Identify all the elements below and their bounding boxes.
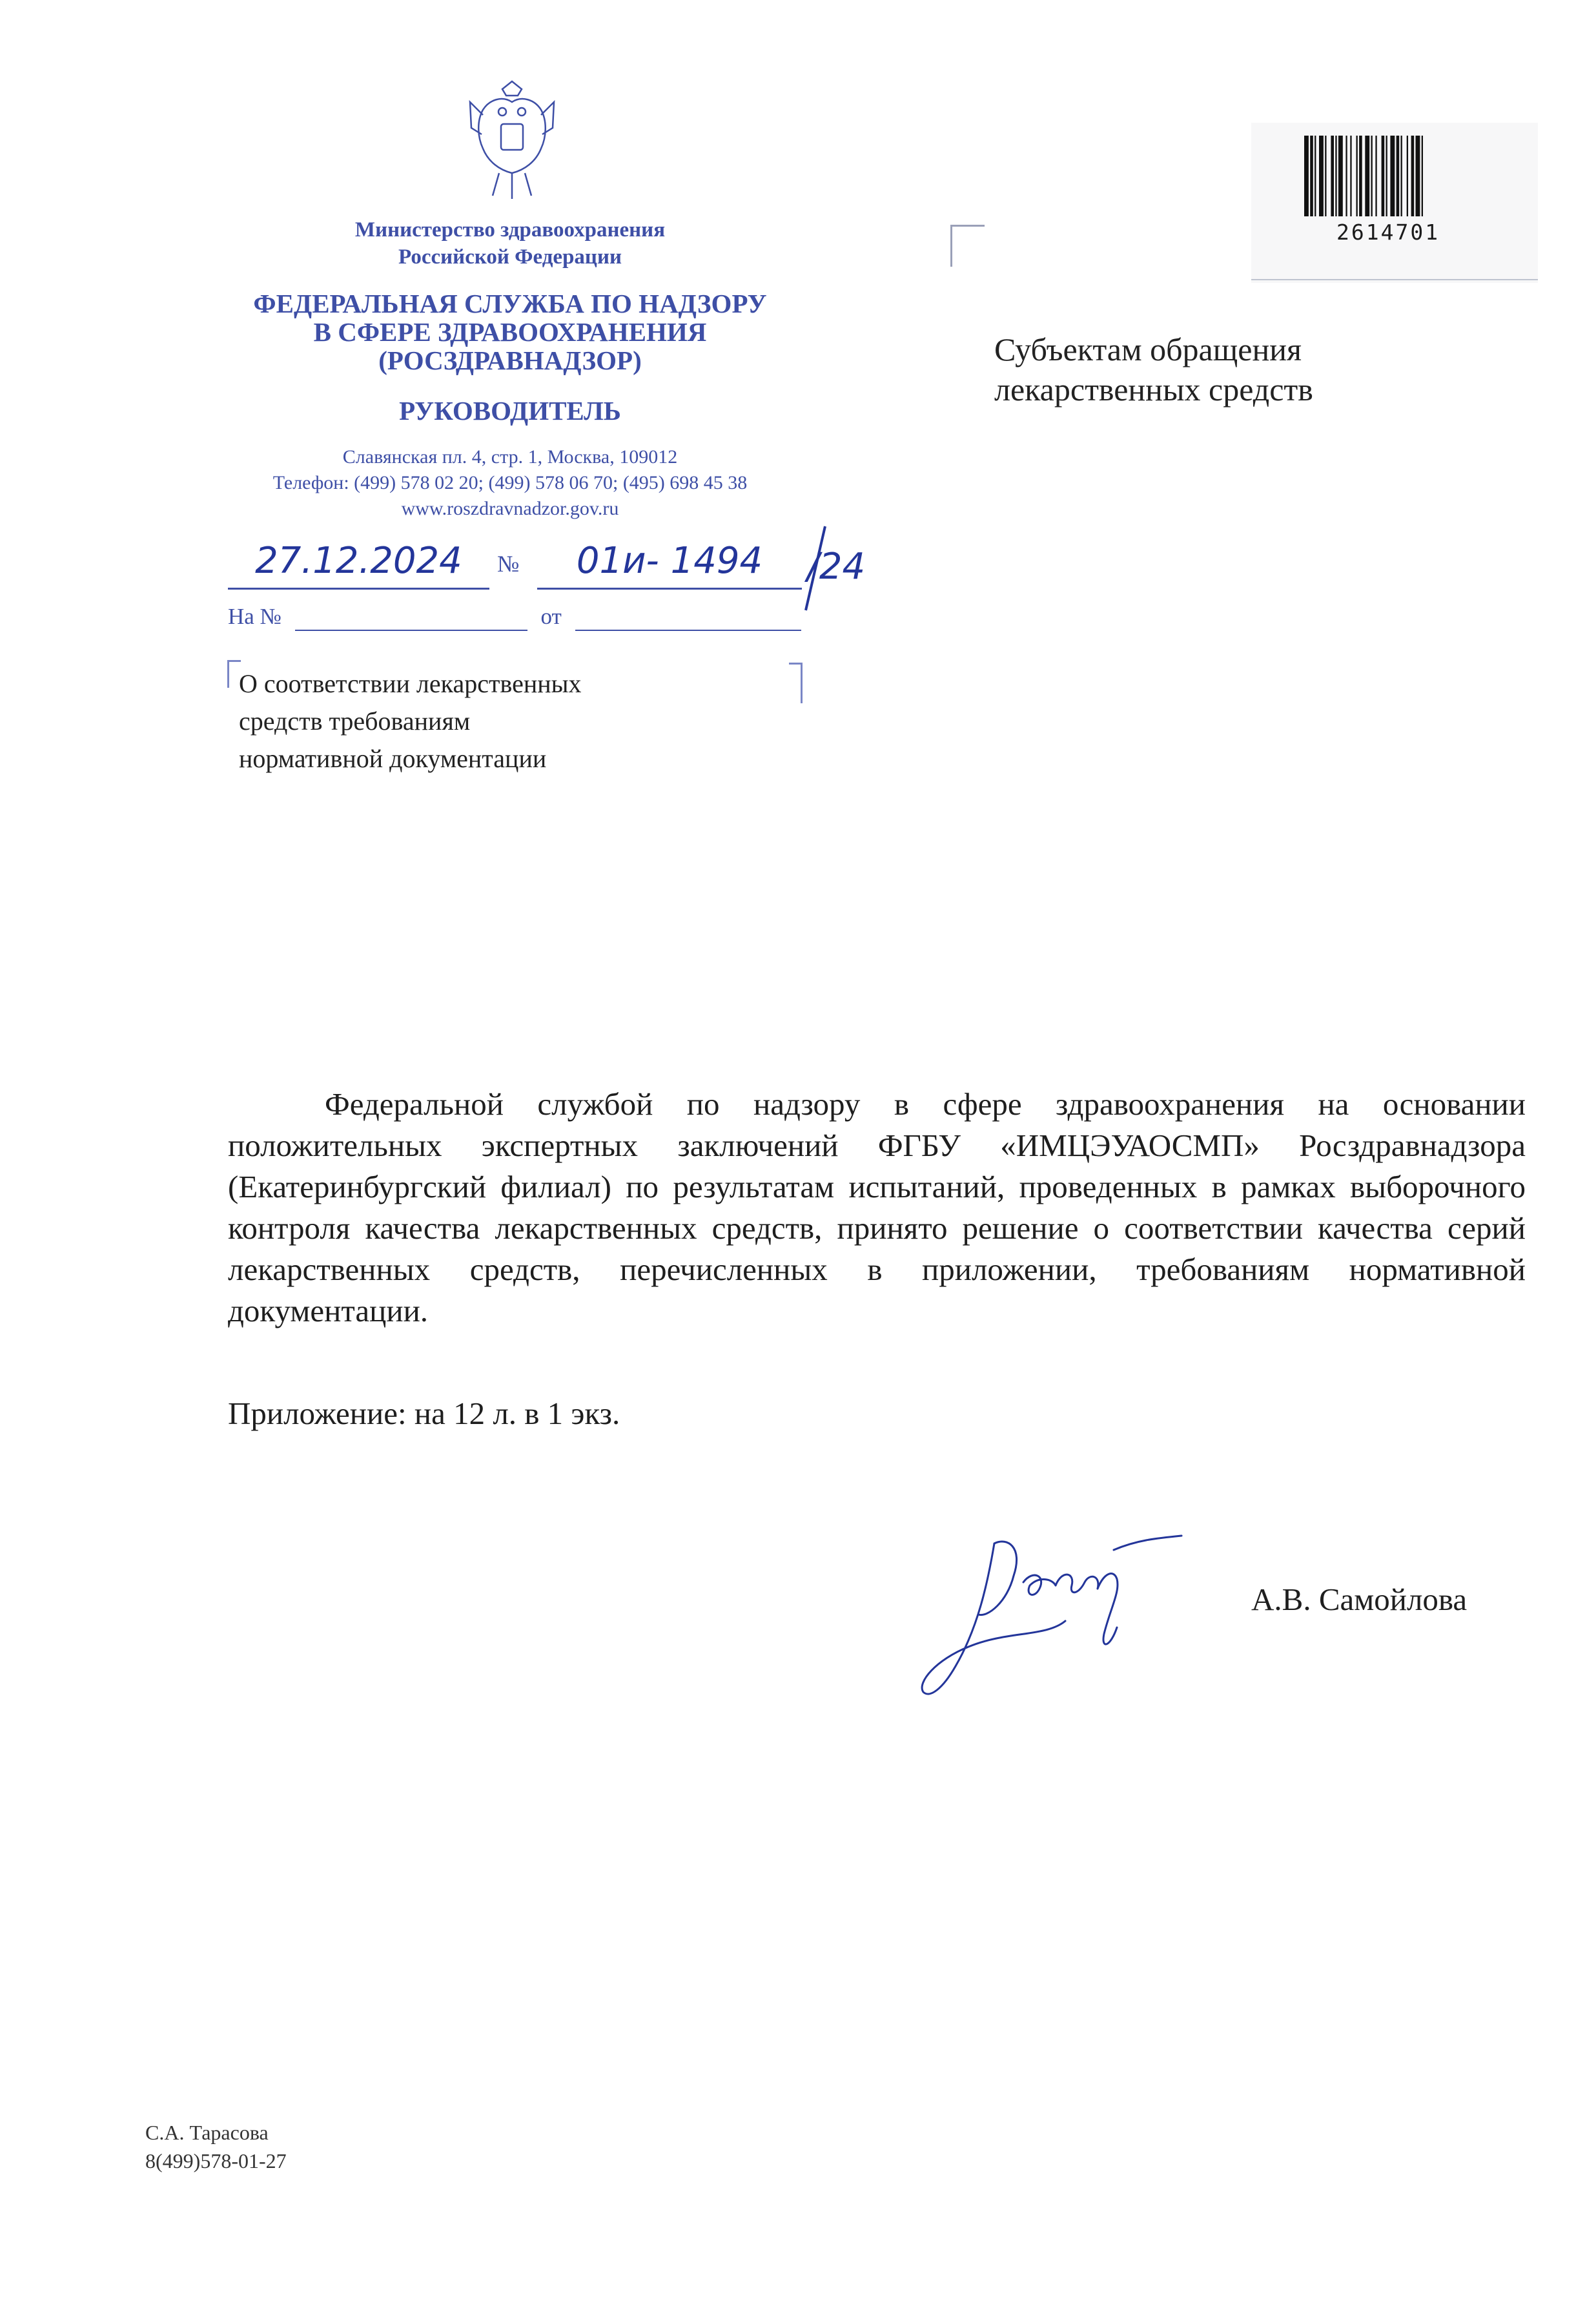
position-title: РУКОВОДИТЕЛЬ: [399, 396, 621, 426]
registration-number-sign: №: [497, 551, 520, 577]
executor-name: С.А. Тарасова: [145, 2121, 269, 2144]
reference-number-label: На №: [228, 604, 281, 629]
barcode-number: 2614701: [1336, 220, 1440, 245]
reference-date-blank: [575, 604, 801, 631]
subject-corner-right: [789, 663, 803, 703]
contacts-block: [213, 444, 807, 522]
service-line-3: (РОСЗДРАВНАДЗОР): [378, 346, 642, 375]
handwritten-signature: [917, 1505, 1291, 1711]
addressee-line-2: лекарственных средств: [994, 371, 1313, 408]
service-line-1: ФЕДЕРАЛЬНАЯ СЛУЖБА ПО НАДЗОРУ: [253, 289, 767, 318]
addressee-corner: [950, 225, 985, 267]
addressee-block: [994, 329, 1313, 409]
website-text: www.roszdravnadzor.gov.ru: [401, 498, 619, 519]
subject-line-3: нормативной документации: [239, 744, 547, 773]
executor-block: [145, 2118, 287, 2175]
address-text: Славянская пл. 4, стр. 1, Москва, 109012: [342, 446, 678, 468]
barcode-divider: [1251, 279, 1538, 280]
ministry-name: [284, 216, 736, 271]
service-line-2: В СФЕРЕ ЗДРАВООХРАНЕНИЯ: [313, 317, 707, 347]
executor-phone: 8(499)578-01-27: [145, 2149, 287, 2172]
letter-body: [228, 1084, 1526, 1332]
phones-text: Телефон: (499) 578 02 20; (499) 578 06 70; (495) 698 45 38: [272, 472, 748, 493]
subject-block: [239, 665, 582, 778]
attachment-note: Приложение: на 12 л. в 1 экз.: [228, 1396, 620, 1431]
reference-number-blank: [295, 604, 527, 631]
subject-line-1: О соответствии лекарственных: [239, 669, 582, 698]
russian-coat-of-arms-icon: [464, 76, 560, 203]
subject-line-2: средств требованиям: [239, 707, 471, 736]
registration-date: 27.12.2024: [228, 536, 489, 590]
addressee-line-1: Субъектам обращения: [994, 331, 1302, 367]
registration-number: 01и- 1494: [537, 536, 802, 590]
signer-name: А.В. Самойлова: [1251, 1582, 1468, 1617]
barcode-icon: [1304, 136, 1498, 216]
registration-number-suffix: /24: [807, 546, 866, 588]
ministry-line-2: Российской Федерации: [398, 245, 622, 269]
reference-row: [228, 604, 801, 631]
service-name: [220, 289, 801, 375]
reference-from-label: от: [540, 604, 562, 629]
body-paragraph: Федеральной службой по надзору в сфере здравоохранения на основании положительных экспертных заключений ФГБУ «ИМЦЭУАОСМП» Росздравнадзора (Екатеринбургский филиал) по результатам испытаний, проведенных в рамках выборочного контроля качества лекарственных средств, принято решение о соответствии качества серий лекарственных средств, перечисленных в приложении, требованиям нормативной документации.: [228, 1086, 1526, 1328]
ministry-line-1: Министерство здравоохранения: [354, 218, 666, 242]
